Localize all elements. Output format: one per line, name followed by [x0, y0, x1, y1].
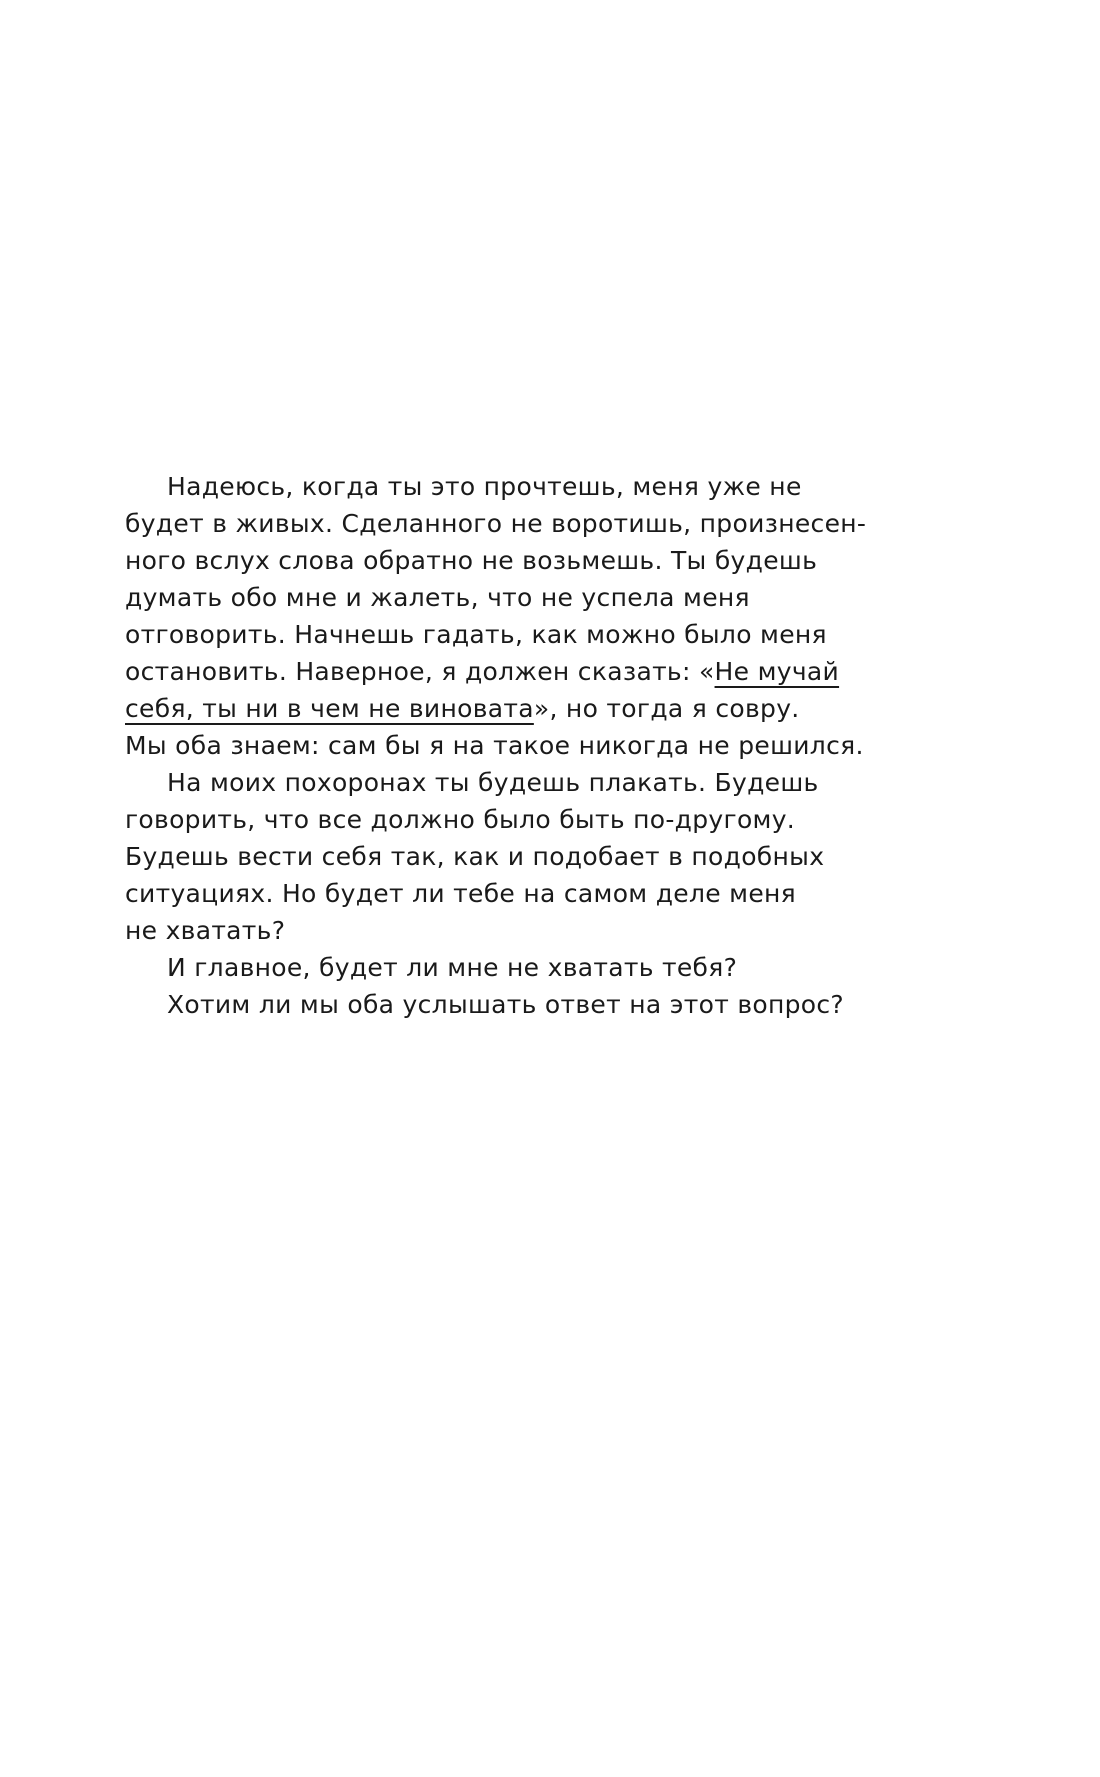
letter-line: Будешь вести себя так, как и подобает в подобных [125, 842, 825, 871]
underlined-phrase: Не мучай [714, 657, 840, 686]
letter-line: ситуациях. Но будет ли тебе на самом деле меня [125, 879, 796, 908]
letter-line-text: », но тогда я совру. [533, 694, 800, 723]
letter-line-text: остановить. Наверное, я должен сказать: « [125, 657, 715, 686]
letter-line: будет в живых. Сделанного не воротишь, произнесен- [125, 509, 867, 538]
letter-line: Надеюсь, когда ты это прочтешь, меня уже не [167, 472, 802, 501]
letter-line: говорить, что все должно было быть по-другому. [125, 805, 796, 834]
letter-line: И главное, будет ли мне не хватать тебя? [167, 953, 738, 982]
letter-line: не хватать? [125, 916, 286, 945]
letter-line [125, 653, 925, 690]
letter-line: Мы оба знаем: сам бы я на такое никогда не решился. [125, 731, 864, 760]
handwritten-letter [125, 468, 925, 1023]
letter-line: думать обо мне и жалеть, что не успела меня [125, 583, 750, 612]
letter-line: отговорить. Начнешь гадать, как можно было меня [125, 620, 827, 649]
letter-line: Хотим ли мы оба услышать ответ на этот вопрос? [167, 990, 844, 1019]
letter-line: ного вслух слова обратно не возьмешь. Ты будешь [125, 546, 818, 575]
letter-line: На моих похоронах ты будешь плакать. Будешь [167, 768, 819, 797]
letter-line [125, 690, 925, 727]
underlined-phrase: себя, ты ни в чем не виновата [125, 694, 534, 723]
